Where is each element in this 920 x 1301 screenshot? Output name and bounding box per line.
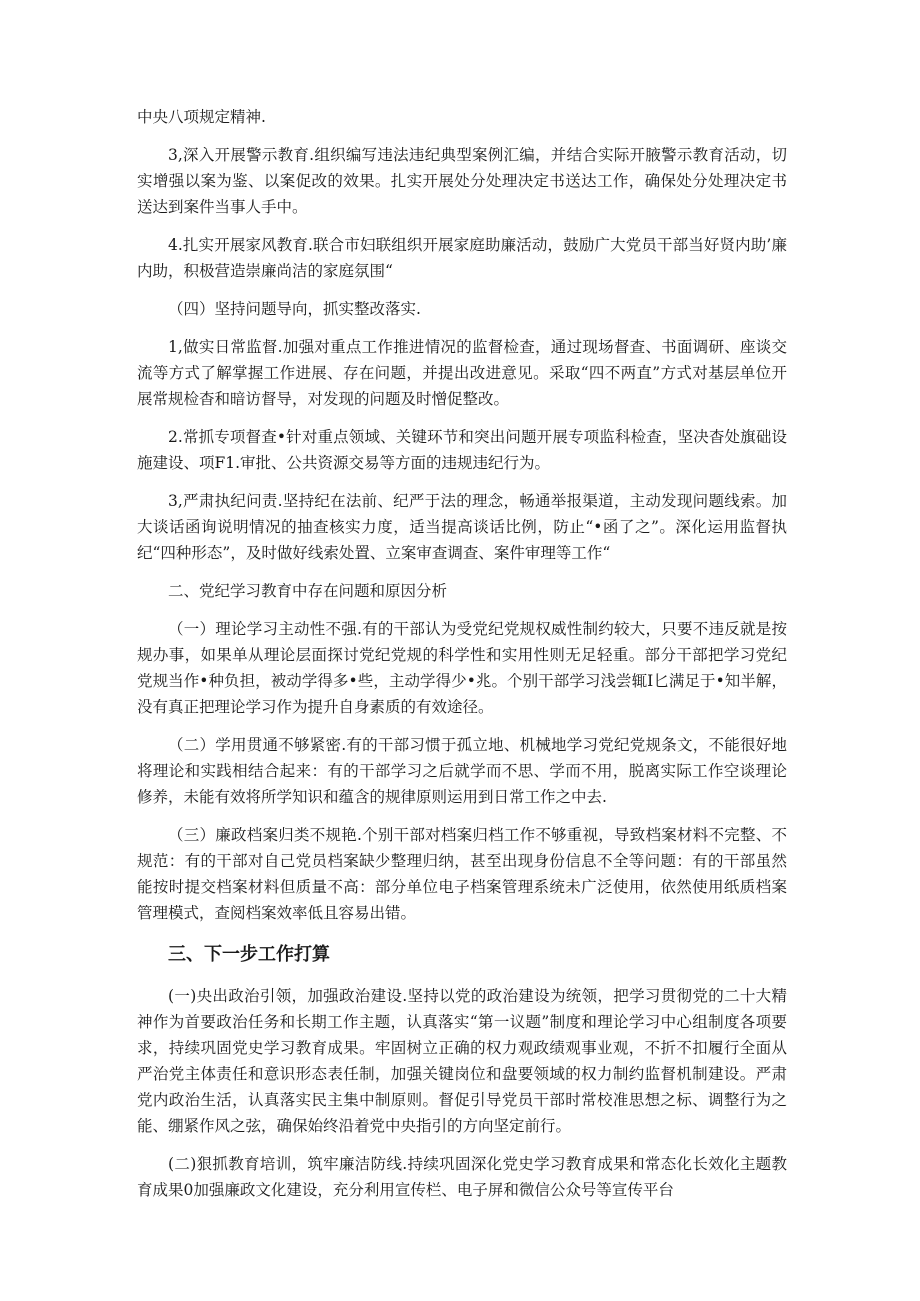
section-heading-next-steps: 三、下一步工作打算 xyxy=(168,944,330,965)
paragraph-warning-education: 3,深入开展警示教育.组织编写违法违纪典型案例汇编，并结合实际开腋警示教育活动，切实增强以案为鉴、以案促改的效果。扎实开展处分处理决定书送达工作，确保处分处理决定书送达到案件当事人手中。 xyxy=(137,146,787,216)
paragraph-archive-management: （三）廉政档案归类不规艳.个别干部对档案归档工作不够重视，导致档案材料不完整、不规范：有的干部对自己党员档案缺少整理归纳，甚至出现身份信息不全等问题：有的干部虽然能按时提交档案材料但质量不高：部分单位电子档案管理系统未广泛使用，依然使用纸质档案管理模式，查阅档案效率低且容易出错。 xyxy=(137,826,787,922)
paragraph-education-training: (二)狠抓教育培训，筑牢廉洁防线.持续巩固深化党史学习教育成果和常态化长效化主题教育成果0加强廉政文化建设，充分利用宣传栏、电子屏和微信公众号等宣传平台 xyxy=(137,1155,787,1199)
subheading-problem-orientation: （四）坚持问题导向，抓实整改落实. xyxy=(168,300,421,318)
paragraph-theory-study: （一）理论学习主动性不强.有的干部认为受党纪党规权威性制约较大，只要不违反就是按规办事，如果单从理论层面探讨党纪党规的科学性和实用性则无足轻重。部分干部把学习党纪党规当作•种负担，被动学得多•些，主动学得少•兆。个别干部学习浅尝辄I匕满足于•知半解，没有真正把理论学习作为提升自身素质的有效途径。 xyxy=(137,620,787,716)
paragraph-family-education: 4.扎实开展家风教育.联合市妇联组织开展家庭助廉活动，鼓励广大党员干部当好贤内助’廉内助，积极营造崇廉尚洁的家庭氛围“ xyxy=(137,236,787,280)
paragraph-continuation: 中央八项规定精神. xyxy=(137,108,266,126)
paragraph-discipline-accountability: 3,严肃执纪问责.坚持纪在法前、纪严于法的理念，畅通举报渠道，主动发现问题线索。加大谈话函询说明情况的抽查核实力度，适当提高谈话比例，防止“•函了之”。深化运用监督执纪“四种形态”，及时做好线索处置、立案审查调查、案件审理等工作“ xyxy=(137,492,787,562)
paragraph-daily-supervision: 1,做实日常监督.加强对重点工作推进情况的监督检查，通过现场督查、书面调研、座谈交流等方式了解掌握工作进展、存在问题，并提出改进意见。采取“四不两直”方式对基层单位开展常规检杳和暗访督导，对发现的问题及时憎促整改。 xyxy=(137,338,787,408)
paragraph-special-inspection: 2.常抓专项督查•针对重点领域、关键环节和突出问题开展专项监科检查，坚决杳处旗础设施建设、项F1.审批、公共资源交易等方面的违规违纪行为。 xyxy=(137,428,787,472)
section-heading-problems: 二、党纪学习教育中存在问题和原因分析 xyxy=(168,582,448,600)
document-page xyxy=(137,104,787,1203)
paragraph-learning-application: （二）学用贯通不够紧密.有的干部习惯于孤立地、机械地学习党纪党规条文，不能很好地将理论和实践相结合起来：有的干部学习之后就学而不思、学而不用，脱离实际工作空谈理论修养，未能有效将所学知识和蕴含的规律原则运用到日常工作之中去. xyxy=(137,736,787,806)
paragraph-political-leadership: (一)央出政治引领，加强政治建设.坚持以党的政治建设为统领，把学习贯彻党的二十大精神作为首要政治任务和长期工作主题，认真落实“第一议题”制度和理论学习中心组制度各项要求，持续巩固党史学习教育成果。牢固树立正确的权力观政绩观事业观，不折不扣履行全面从严治党主体责任和意识形态表任制，加强关键岗位和盘要领域的权力制约监督机制建设。严肃党内政治生活，认真落实民主集中制原则。督促引导党员干部时常校准思想之标、调整行为之能、绷紧作风之弦，确保始终沿着党中央指引的方向坚定前行。 xyxy=(137,987,787,1135)
